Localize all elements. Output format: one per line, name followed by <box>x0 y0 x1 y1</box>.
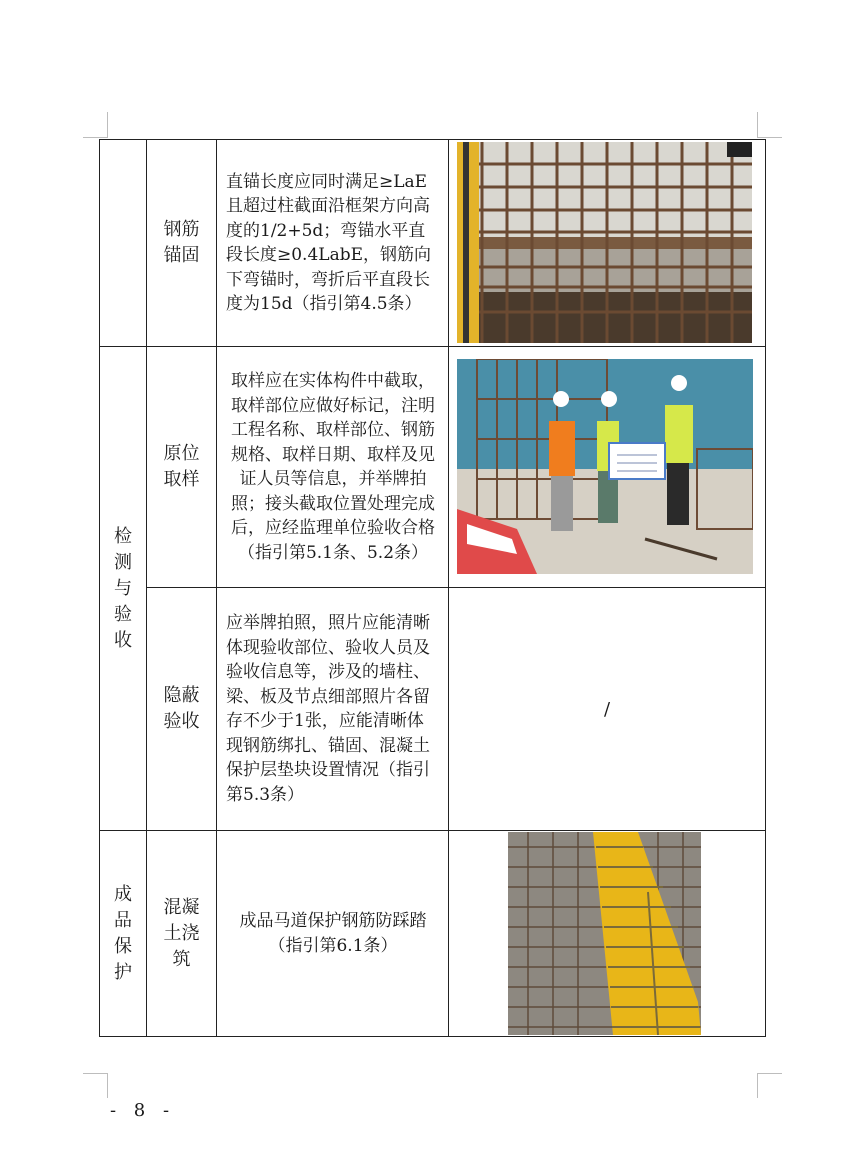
table-row <box>100 347 766 588</box>
anchor-description: 直锚长度应同时满足≥LaE且超过柱截面沿框架方向高度的1/2+5d；弯锚水平直段长度≥0.4LabE，钢筋向下弯锚时，弯折后平直段长度为15d（指引第4.5条） <box>226 171 431 314</box>
category-cell-empty <box>100 140 147 347</box>
description-cell <box>217 347 449 588</box>
description-cell <box>217 588 449 831</box>
rebar-anchorage-photo <box>457 142 752 343</box>
item-cell: 隐蔽 验收 <box>147 588 217 831</box>
protection-description: 成品马道保护钢筋防踩踏（指引第6.1条） <box>239 911 427 956</box>
item-cell: 混凝 土浇 筑 <box>147 831 217 1037</box>
crop-mark <box>83 137 108 138</box>
crop-mark <box>107 1073 108 1098</box>
description-cell <box>217 140 449 347</box>
requirements-table <box>99 139 766 1037</box>
sampling-description: 取样应在实体构件中截取，取样部位应做好标记，注明工程名称、取样部位、钢筋规格、取样日期、取样及见证人员等信息，并举牌拍照；接头截取位置处理完成后，应经监理单位验收合格（指引第5.1条、5.2条） <box>231 371 435 563</box>
crop-mark <box>757 137 782 138</box>
category-cell-protection: 成 品 保 护 <box>100 831 147 1037</box>
table-row <box>100 140 766 347</box>
page-number: - 8 - <box>110 1100 176 1121</box>
photo-cell <box>449 831 766 1037</box>
crop-mark <box>83 1073 108 1074</box>
description-cell <box>217 831 449 1037</box>
crop-mark <box>757 1073 782 1074</box>
hidden-acceptance-description: 应举牌拍照，照片应能清晰体现验收部位、验收人员及验收信息等，涉及的墙柱、梁、板及节点细部照片各留存不少于1张，应能清晰体现钢筋绑扎、锚固、混凝土保护层垫块设置情况（指引第5.3条） <box>226 613 430 805</box>
category-cell-inspection: 检 测 与 验 收 <box>100 347 147 831</box>
crop-mark <box>107 112 108 137</box>
sampling-team-photo <box>457 359 753 574</box>
item-cell: 钢筋 锚固 <box>147 140 217 347</box>
photo-cell <box>449 347 766 588</box>
walkway-protection-photo <box>508 832 701 1035</box>
photo-cell <box>449 140 766 347</box>
crop-mark <box>757 1073 758 1098</box>
table-row <box>100 831 766 1037</box>
item-cell: 原位 取样 <box>147 347 217 588</box>
crop-mark <box>757 112 758 137</box>
photo-placeholder: / <box>449 588 766 831</box>
table-row <box>100 588 766 831</box>
